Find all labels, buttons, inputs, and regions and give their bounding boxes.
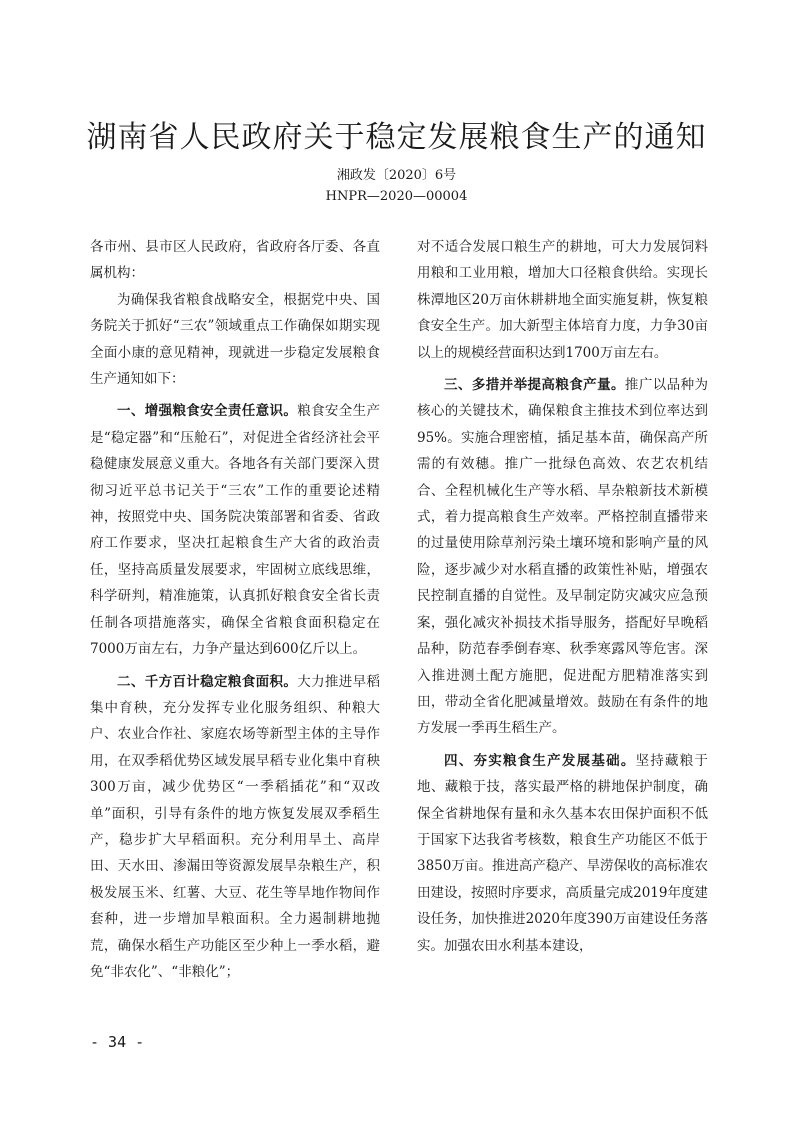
page-number: - 34 - — [90, 1033, 145, 1051]
section-4 — [417, 748, 708, 959]
section-4-heading: 四、夯实粮食生产发展基础。 — [444, 752, 636, 769]
section-1-body: 粮食安全生产是“稳定器”和“压舱石”，对促进全省经济社会平稳健康发展意义重大。各地各有关部门要深入贯彻习近平总书记关于“三农”工作的重要论述精神，按照党中央、国务院决策部署和省委、省政府工作要求，坚决扛起粮食生产大省的政治责任，坚持高质量发展要求，牢固树立底线思维，科学研判，精准施策，认真抓好粮食安全省长责任制各项措施落实，确保全省粮食面积稳定在7000万亩左右，力争产量达到600亿斤以上。 — [90, 403, 381, 658]
section-1 — [90, 398, 380, 662]
left-column — [90, 234, 380, 985]
right-column — [417, 234, 708, 959]
section-3-heading: 三、多措并举提高粮食产量。 — [444, 377, 625, 394]
document-title: 湖南省人民政府关于稳定发展粮食生产的通知 — [86, 120, 707, 155]
section-4-body: 坚持藏粮于地、藏粮于技，落实最严格的耕地保护制度，确保全省耕地保有量和永久基本农田保护面积不低于国家下达我省考核数，粮食生产功能区不低于3850万亩。推进高产稳产、旱涝保收的高标准农田建设，按照时序要求，高质量完成2019年度建设任务，加快推进2020年度390万亩建设任务落实。加强农田水利基本建设， — [417, 752, 709, 954]
salutation: 各市州、县市区人民政府，省政府各厅委、各直属机构： — [90, 239, 380, 282]
section-2-heading: 二、千方百计稳定粮食面积。 — [117, 673, 298, 690]
index-code: HNPR—2020—00004 — [325, 189, 468, 204]
section-1-heading: 一、增强粮食安全责任意识。 — [117, 403, 298, 420]
section-2-continued: 对不适合发展口粮生产的耕地，可大力发展饲料用粮和工业用粮，增加大口径粮食供给。实现长株潭地区20万亩休耕耕地全面实施复耕，恢复粮食安全生产。加大新型主体培育力度，力争30亩以上的规模经营面积达到1700万亩左右。 — [417, 239, 708, 361]
intro-paragraph: 为确保我省粮食战略安全，根据党中央、国务院关于抓好“三农”领域重点工作确保如期实现全面小康的意见精神，现就进一步稳定发展粮食生产通知如下： — [90, 291, 380, 388]
document-number: 湘政发〔2020〕6号 — [336, 168, 457, 183]
section-3 — [417, 372, 708, 742]
section-3-body: 推广以品种为核心的关键技术，确保粮食主推技术到位率达到95%。实施合理密植，插足基本苗，确保高产所需的有效穗。推广一批绿色高效、农艺农机结合、全程机械化生产等水稻、旱杂粮新技术新模式，着力提高粮食生产效率。严格控制直播带来的过量使用除草剂污染土壤环境和影响产量的风险，逐步减少对水稻直播的政策性补贴，增强农民控制直播的自觉性。及早制定防灾减灾应急预案，强化减灾补损技术指导服务，搭配好早晚稻品种，防范春季倒春寒、秋季寒露风等危害。深入推进测土配方施肥，促进配方肥精准落实到田，带动全省化肥减量增效。鼓励在有条件的地方发展一季再生稻生产。 — [417, 377, 709, 737]
section-2 — [90, 669, 380, 986]
section-2-body: 大力推进早稻集中育秧，充分发挥专业化服务组织、种粮大户、农业合作社、家庭农场等新型主体的主导作用，在双季稻优势区域发展早稻专业化集中育秧300万亩，减少优势区“一季稻插花”和“双改单”面积，引导有条件的地方恢复发展双季稻生产，稳步扩大早稻面积。充分利用旱土、高岸田、天水田、渗漏田等资源发展旱杂粮生产，积极发展玉米、红薯、大豆、花生等旱地作物间作套种，进一步增加旱粮面积。全力遏制耕地抛荒，确保水稻生产功能区至少种上一季水稻，避免“非农化”、“非粮化”； — [90, 673, 381, 980]
